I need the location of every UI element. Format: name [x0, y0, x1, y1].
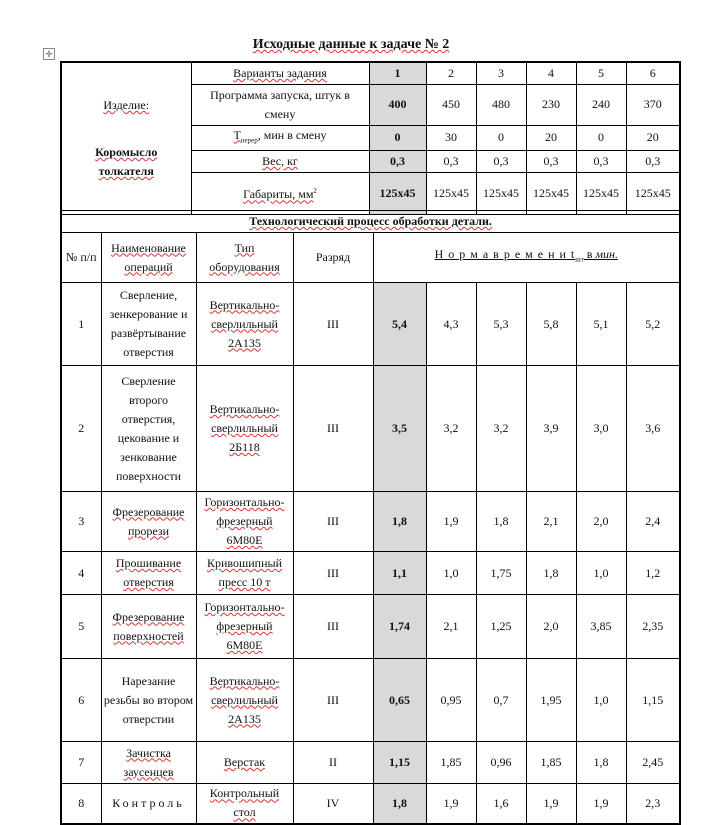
- op-grade: III: [293, 552, 373, 595]
- op-number: 7: [61, 742, 101, 784]
- operation-row: [61, 595, 680, 659]
- operation-row: [61, 742, 680, 784]
- op-name: Фрезерование поверхностей: [101, 595, 196, 659]
- op-equipment: Вертикально-сверлильный 2А135: [196, 283, 293, 366]
- op-time: 3,0: [576, 366, 626, 492]
- op-time: 3,2: [426, 366, 476, 492]
- param-value: 5: [576, 62, 626, 84]
- op-time: 4,3: [426, 283, 476, 366]
- param-value: 125x45: [526, 172, 576, 214]
- op-time: 1,1: [373, 552, 426, 595]
- param-label-sub: перер: [240, 135, 258, 144]
- param-value: 0,3: [576, 150, 626, 172]
- op-time: 3,2: [476, 366, 526, 492]
- op-time: 1,9: [526, 784, 576, 824]
- op-time: 1,9: [576, 784, 626, 824]
- param-value: 240: [576, 84, 626, 125]
- op-name: Сверление, зенкерование и развёртывание отверстия: [101, 283, 196, 366]
- op-time: 2,35: [626, 595, 680, 659]
- param-value: 6: [626, 62, 680, 84]
- op-time: 1,74: [373, 595, 426, 659]
- process-table: [60, 210, 681, 825]
- op-time: 1,8: [476, 492, 526, 552]
- param-label-text: Программа запуска, штук в смену: [210, 87, 350, 121]
- param-value: 125x45: [476, 172, 526, 214]
- op-time: 1,8: [576, 742, 626, 784]
- norm-sub: шт: [575, 255, 584, 264]
- op-grade: IV: [293, 784, 373, 824]
- param-label: [191, 150, 369, 172]
- op-time: 5,8: [526, 283, 576, 366]
- op-number: 5: [61, 595, 101, 659]
- param-value: 0: [476, 125, 526, 150]
- op-grade: III: [293, 366, 373, 492]
- product-cell: [61, 62, 191, 214]
- op-time: 2,0: [576, 492, 626, 552]
- op-equipment: Вертикально-сверлильный 2А135: [196, 659, 293, 742]
- op-equipment: Вертикально-сверлильный 2Б118: [196, 366, 293, 492]
- op-time: 1,9: [426, 784, 476, 824]
- operation-row: [61, 366, 680, 492]
- param-value: 0: [576, 125, 626, 150]
- param-value: 0,3: [526, 150, 576, 172]
- op-time: 5,3: [476, 283, 526, 366]
- op-time: 5,1: [576, 283, 626, 366]
- op-equipment: Кривошипный пресс 10 т: [196, 552, 293, 595]
- op-time: 1,6: [476, 784, 526, 824]
- param-label-text: Вес, кг: [262, 153, 298, 168]
- param-value: 125x45: [369, 172, 426, 214]
- product-label: Изделие:: [103, 97, 150, 112]
- op-time: 2,3: [626, 784, 680, 824]
- op-time: 0,7: [476, 659, 526, 742]
- param-value: 125x45: [576, 172, 626, 214]
- param-label-text: Т: [233, 127, 241, 142]
- op-number: 1: [61, 283, 101, 366]
- table-move-handle-icon[interactable]: ✛: [43, 48, 55, 60]
- param-value: 0,3: [369, 150, 426, 172]
- param-value: 0,3: [426, 150, 476, 172]
- param-value: 0,3: [626, 150, 680, 172]
- op-time: 1,75: [476, 552, 526, 595]
- op-time: 0,96: [476, 742, 526, 784]
- op-time: 2,4: [626, 492, 680, 552]
- param-label: [191, 125, 369, 150]
- param-value: 370: [626, 84, 680, 125]
- document-title: Исходные данные к задаче № 2: [252, 37, 450, 52]
- param-value: 125x45: [426, 172, 476, 214]
- op-name: Сверление второго отверстия, цекование и зенкование поверхности: [101, 366, 196, 492]
- op-grade: III: [293, 492, 373, 552]
- op-time: 1,2: [626, 552, 680, 595]
- operation-row: [61, 283, 680, 366]
- op-name: Фрезерование прорези: [101, 492, 196, 552]
- op-time: 1,0: [576, 659, 626, 742]
- op-grade: III: [293, 283, 373, 366]
- op-number: 3: [61, 492, 101, 552]
- op-equipment: Верстак: [196, 742, 293, 784]
- op-time: 1,15: [626, 659, 680, 742]
- op-equipment: Горизонтально-фрезерный 6М80Е: [196, 595, 293, 659]
- header-operation: Наименование операций: [101, 233, 196, 283]
- params-table: [60, 61, 681, 215]
- param-value: 400: [369, 84, 426, 125]
- op-number: 8: [61, 784, 101, 824]
- process-title-row: [61, 211, 680, 233]
- param-value: 0,3: [476, 150, 526, 172]
- op-equipment: Контрольный стол: [196, 784, 293, 824]
- param-label-text: Варианты задания: [233, 65, 327, 80]
- param-label: [191, 172, 369, 214]
- op-time: 1,8: [373, 492, 426, 552]
- operation-row: [61, 492, 680, 552]
- op-grade: III: [293, 595, 373, 659]
- op-grade: II: [293, 742, 373, 784]
- param-value: 230: [526, 84, 576, 125]
- op-time: 3,9: [526, 366, 576, 492]
- op-number: 4: [61, 552, 101, 595]
- op-time: 1,0: [426, 552, 476, 595]
- param-value: 20: [626, 125, 680, 150]
- param-label-rest: , мин в смену: [257, 127, 327, 142]
- header-equipment: Тип оборудования: [196, 233, 293, 283]
- op-time: 2,45: [626, 742, 680, 784]
- op-time: 1,0: [576, 552, 626, 595]
- op-equipment: Горизонтально-фрезерный 6М80Е: [196, 492, 293, 552]
- operation-row: [61, 659, 680, 742]
- op-time: 1,15: [373, 742, 426, 784]
- header-norm: [373, 233, 680, 283]
- param-value: 30: [426, 125, 476, 150]
- op-time: 0,95: [426, 659, 476, 742]
- op-time: 1,25: [476, 595, 526, 659]
- norm-main: Н о р м а в р е м е н и t: [434, 247, 576, 262]
- operation-row: [61, 552, 680, 595]
- param-value: 3: [476, 62, 526, 84]
- norm-unit: мин.: [595, 247, 619, 262]
- op-time: 2,1: [526, 492, 576, 552]
- op-grade: III: [293, 659, 373, 742]
- op-time: 3,85: [576, 595, 626, 659]
- param-label: [191, 84, 369, 125]
- op-name: Зачистка заусенцев: [101, 742, 196, 784]
- op-time: 1,85: [526, 742, 576, 784]
- norm-rest: в: [583, 247, 596, 262]
- op-time: 5,2: [626, 283, 680, 366]
- param-label: [191, 62, 369, 84]
- header-grade: Разряд: [293, 233, 373, 283]
- product-name: Коромысло толкателя: [95, 144, 158, 178]
- op-time: 2,0: [526, 595, 576, 659]
- param-row: [61, 62, 680, 84]
- op-time: 2,1: [426, 595, 476, 659]
- op-time: 0,65: [373, 659, 426, 742]
- process-title: Технологический процесс обработки детали.: [61, 211, 680, 233]
- op-time: 5,4: [373, 283, 426, 366]
- op-time: 1,85: [426, 742, 476, 784]
- param-value: 20: [526, 125, 576, 150]
- param-label-text: Габариты, мм: [243, 187, 314, 202]
- op-time: 3,6: [626, 366, 680, 492]
- op-time: 1,8: [373, 784, 426, 824]
- param-value: 125x45: [626, 172, 680, 214]
- param-value: 2: [426, 62, 476, 84]
- op-name: Контроль: [101, 784, 196, 824]
- op-number: 6: [61, 659, 101, 742]
- param-value: 4: [526, 62, 576, 84]
- header-num: № п/п: [61, 233, 101, 283]
- op-name: Нарезание резьбы во втором отверстии: [101, 659, 196, 742]
- op-time: 3,5: [373, 366, 426, 492]
- param-value: 450: [426, 84, 476, 125]
- op-time: 1,8: [526, 552, 576, 595]
- op-number: 2: [61, 366, 101, 492]
- param-label-sup: 2: [313, 187, 317, 196]
- param-value: 0: [369, 125, 426, 150]
- param-value: 1: [369, 62, 426, 84]
- op-time: 1,95: [526, 659, 576, 742]
- header-row: [61, 233, 680, 283]
- op-name: Прошивание отверстия: [101, 552, 196, 595]
- operation-row: [61, 784, 680, 824]
- param-value: 480: [476, 84, 526, 125]
- op-time: 1,9: [426, 492, 476, 552]
